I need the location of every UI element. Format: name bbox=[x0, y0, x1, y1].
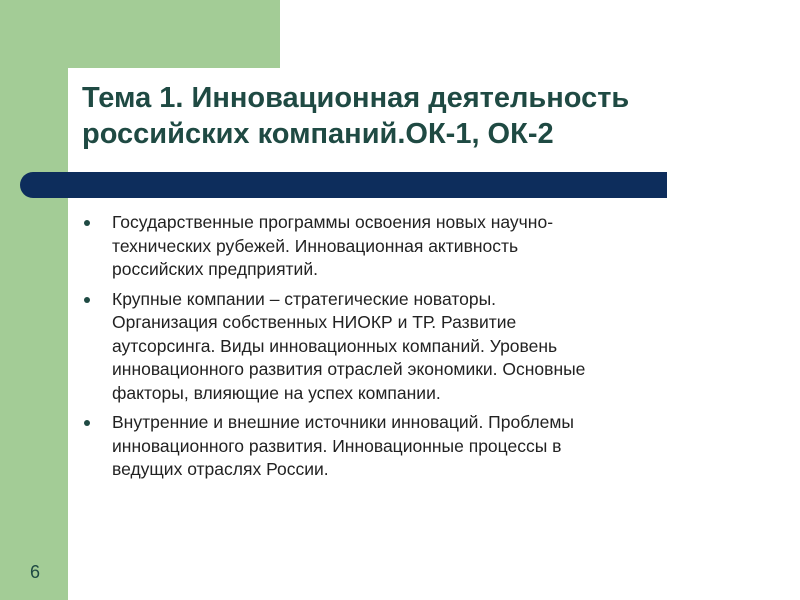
bullet-item bbox=[78, 288, 758, 406]
bullet-dot-icon bbox=[84, 220, 90, 226]
bullet-line: аутсорсинга. Виды инновационных компаний. Уровень bbox=[112, 335, 558, 356]
bullet-item bbox=[78, 211, 758, 282]
slide-title bbox=[82, 80, 782, 152]
bullet-item bbox=[78, 411, 758, 482]
green-frame-left bbox=[0, 0, 68, 600]
bullet-line: технических рубежей. Инновационная активность bbox=[112, 235, 519, 256]
bullet-list bbox=[78, 211, 758, 488]
bullet-line: инновационного развития отраслей экономики. Основные bbox=[112, 359, 586, 379]
bullet-line: Крупные компании – стратегические новаторы. bbox=[112, 288, 497, 309]
green-frame-top bbox=[0, 0, 280, 68]
bullet-text bbox=[112, 288, 758, 406]
slide-title-line: Тема 1. Инновационная деятельность bbox=[82, 82, 630, 114]
title-underline-bar bbox=[20, 172, 667, 198]
bullet-line: инновационного развития. Инновационные процессы в bbox=[112, 435, 562, 456]
bullet-line: Внутренние и внешние источники инноваций. Проблемы bbox=[112, 412, 575, 432]
bullet-line: ведущих отраслях России. bbox=[112, 459, 329, 479]
bullet-line: Организация собственных НИОКР и ТР. Развитие bbox=[112, 312, 517, 332]
bullet-dot-icon bbox=[84, 420, 90, 426]
bullet-line: Государственные программы освоения новых научно- bbox=[112, 212, 554, 232]
bullet-dot-icon bbox=[84, 297, 90, 303]
bullet-line: российских предприятий. bbox=[112, 259, 318, 279]
bullet-text bbox=[112, 211, 758, 282]
slide-title-line: российских компаний.ОК-1, ОК-2 bbox=[82, 118, 554, 150]
bullet-line: факторы, влияющие на успех компании. bbox=[112, 382, 441, 403]
bullet-text bbox=[112, 411, 758, 482]
slide-number: 6 bbox=[30, 562, 41, 582]
